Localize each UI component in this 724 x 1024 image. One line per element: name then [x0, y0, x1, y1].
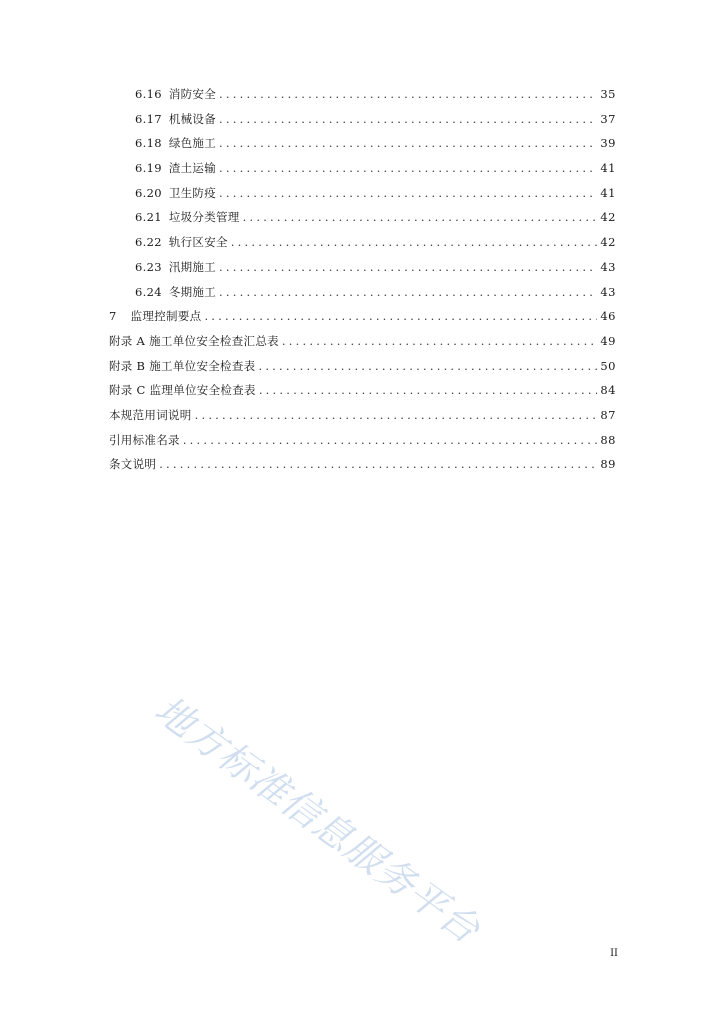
toc-entry-page: 37: [600, 111, 616, 126]
toc-entry-page: 89: [600, 457, 616, 472]
toc-entry-number: 6.23: [135, 259, 162, 274]
table-of-contents: [109, 86, 616, 481]
toc-entry-number: 6.20: [135, 185, 162, 200]
toc-entry-page: 49: [600, 333, 616, 348]
toc-leader-dots: [195, 408, 598, 422]
toc-entry[interactable]: [109, 284, 616, 309]
toc-entry-title: 轨行区安全: [168, 235, 228, 250]
toc-leader-dots: [219, 260, 597, 274]
toc-leader-dots: [219, 136, 597, 150]
toc-entry-title: 引用标准名录: [109, 432, 180, 447]
toc-leader-dots: [259, 383, 598, 397]
toc-leader-dots: [204, 309, 597, 323]
toc-leader-dots: [219, 87, 597, 101]
toc-entry[interactable]: [109, 456, 616, 481]
toc-entry-page: 87: [600, 407, 616, 422]
toc-entry-label: [135, 135, 216, 151]
toc-entry-page: 84: [600, 383, 616, 398]
page-number: II: [610, 948, 618, 959]
toc-entry-label: [135, 234, 228, 250]
toc-entry-title: 卫生防疫: [168, 185, 217, 200]
toc-entry-number: 6.18: [135, 136, 162, 151]
toc-entry-page: 41: [600, 161, 616, 176]
toc-entry-title: 消防安全: [168, 87, 217, 101]
toc-entry-number: 6.24: [135, 284, 162, 299]
toc-entry[interactable]: [109, 407, 616, 432]
toc-entry-label: [135, 209, 240, 225]
toc-entry-number: 6.21: [135, 210, 162, 225]
toc-entry-title: 本规范用词说明: [109, 407, 192, 422]
toc-entry-label: [135, 185, 216, 201]
toc-entry[interactable]: [109, 86, 616, 111]
toc-entry-number: 7: [109, 309, 117, 324]
toc-entry-title: 附录 A 施工单位安全检查汇总表: [109, 333, 279, 348]
toc-entry[interactable]: [109, 185, 616, 210]
toc-entry[interactable]: [109, 333, 616, 358]
toc-entry-page: 46: [600, 309, 616, 324]
toc-leader-dots: [258, 359, 597, 373]
toc-entry-label: [135, 160, 216, 176]
toc-entry-title: 附录 B 施工单位安全检查表: [109, 358, 256, 373]
toc-entry-page: 50: [600, 358, 616, 373]
toc-entry[interactable]: [109, 135, 616, 160]
toc-entry[interactable]: [109, 234, 616, 259]
toc-entry[interactable]: [109, 358, 616, 383]
toc-entry-title: 条文说明: [109, 457, 157, 472]
toc-entry-label: [135, 259, 216, 275]
toc-entry-number: 6.19: [135, 161, 162, 176]
toc-entry-page: 41: [600, 185, 616, 200]
toc-entry-page: 39: [600, 136, 616, 151]
toc-entry-label: [135, 284, 216, 300]
watermark: 地方标准信息服务平台: [146, 687, 489, 953]
toc-entry[interactable]: [109, 160, 616, 185]
toc-entry-label: [135, 86, 216, 102]
toc-leader-dots: [219, 285, 597, 299]
toc-leader-dots: [183, 433, 598, 447]
toc-leader-dots: [243, 210, 598, 224]
toc-entry-page: 42: [600, 210, 616, 225]
toc-entry-title: 垃圾分类管理: [168, 210, 240, 225]
toc-entry-title: 机械设备: [168, 111, 217, 126]
toc-leader-dots: [282, 334, 597, 348]
toc-entry-page: 88: [600, 432, 616, 447]
toc-entry-title: 冬期施工: [168, 284, 217, 299]
toc-leader-dots: [159, 457, 597, 471]
toc-entry[interactable]: [109, 432, 616, 457]
toc-entry-title: 附录 C 监理单位安全检查表: [109, 383, 256, 398]
toc-entry[interactable]: [109, 308, 616, 333]
toc-entry-title: 汛期施工: [168, 259, 217, 274]
toc-entry-page: 35: [600, 87, 616, 101]
toc-entry-title: 渣土运输: [168, 161, 217, 176]
toc-leader-dots: [231, 235, 598, 249]
toc-entry[interactable]: [109, 209, 616, 234]
toc-entry-number: 6.16: [135, 87, 162, 101]
toc-entry-page: 43: [600, 259, 616, 274]
toc-entry-title: 绿色施工: [168, 136, 217, 151]
toc-entry-label: [135, 111, 216, 127]
toc-leader-dots: [219, 186, 597, 200]
toc-entry[interactable]: [109, 111, 616, 136]
toc-entry-number: 6.22: [135, 235, 162, 250]
toc-entry-number: 6.17: [135, 111, 162, 126]
toc-entry-label: [109, 308, 201, 324]
toc-entry[interactable]: [109, 382, 616, 407]
toc-entry-page: 42: [600, 235, 616, 250]
toc-leader-dots: [219, 161, 597, 175]
toc-entry-title: 监理控制要点: [130, 309, 202, 324]
toc-leader-dots: [219, 112, 597, 126]
toc-entry-page: 43: [600, 284, 616, 299]
toc-entry[interactable]: [109, 259, 616, 284]
